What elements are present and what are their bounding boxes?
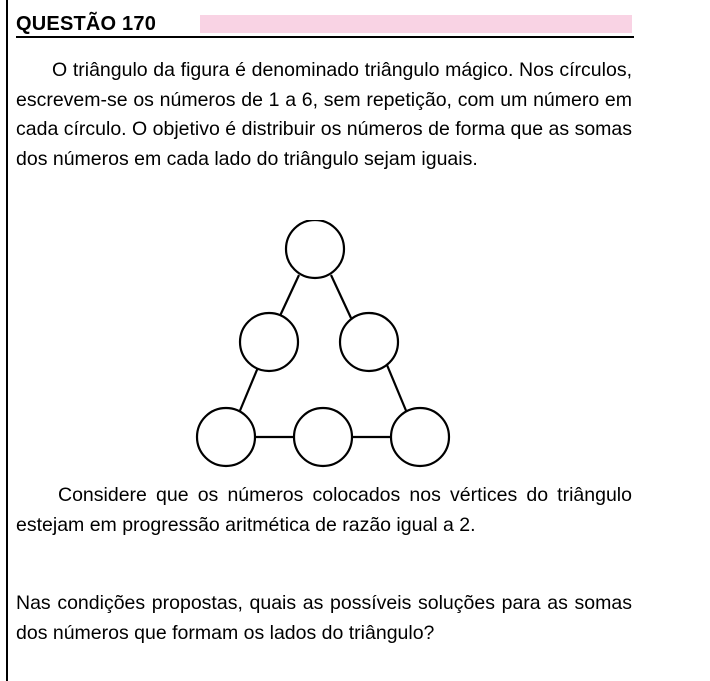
circle-left-middle bbox=[240, 313, 298, 371]
question-title: QUESTÃO 170 bbox=[16, 13, 157, 35]
circle-bottom-middle bbox=[294, 408, 352, 466]
header-accent-bar bbox=[200, 15, 632, 33]
edge-left-middle-to-bottom-left bbox=[239, 365, 259, 413]
edge-right-middle-to-bottom-right bbox=[387, 365, 407, 413]
paragraph-intro: O triângulo da figura é denominado triângulo mágico. Nos círculos, escrevem-se os números de 1 a 6, sem repetição, com um número em cada círculo. O objetivo é distribuir os números de forma que as somas dos números em cada lado do triângulo sejam iguais. bbox=[16, 59, 632, 170]
paragraph-condition: Considere que os números colocados nos vértices do triângulo estejam em progressão aritmética de razão igual a 2. bbox=[16, 484, 632, 536]
circle-bottom-right-vertex bbox=[391, 408, 449, 466]
circle-right-middle bbox=[340, 313, 398, 371]
magic-triangle-figure bbox=[190, 220, 460, 490]
circle-bottom-left-vertex bbox=[197, 408, 255, 466]
left-margin-rule bbox=[6, 0, 8, 681]
question-header bbox=[16, 11, 634, 41]
paragraph-question: Nas condições propostas, quais as possíveis soluções para as somas dos números que formam os lados do triângulo? bbox=[16, 592, 632, 644]
triangle-circles bbox=[197, 220, 449, 466]
edge-top-to-left-middle bbox=[279, 275, 299, 318]
edge-top-to-right-middle bbox=[331, 275, 351, 318]
header-underline bbox=[16, 36, 634, 38]
circle-top-vertex bbox=[286, 220, 344, 278]
